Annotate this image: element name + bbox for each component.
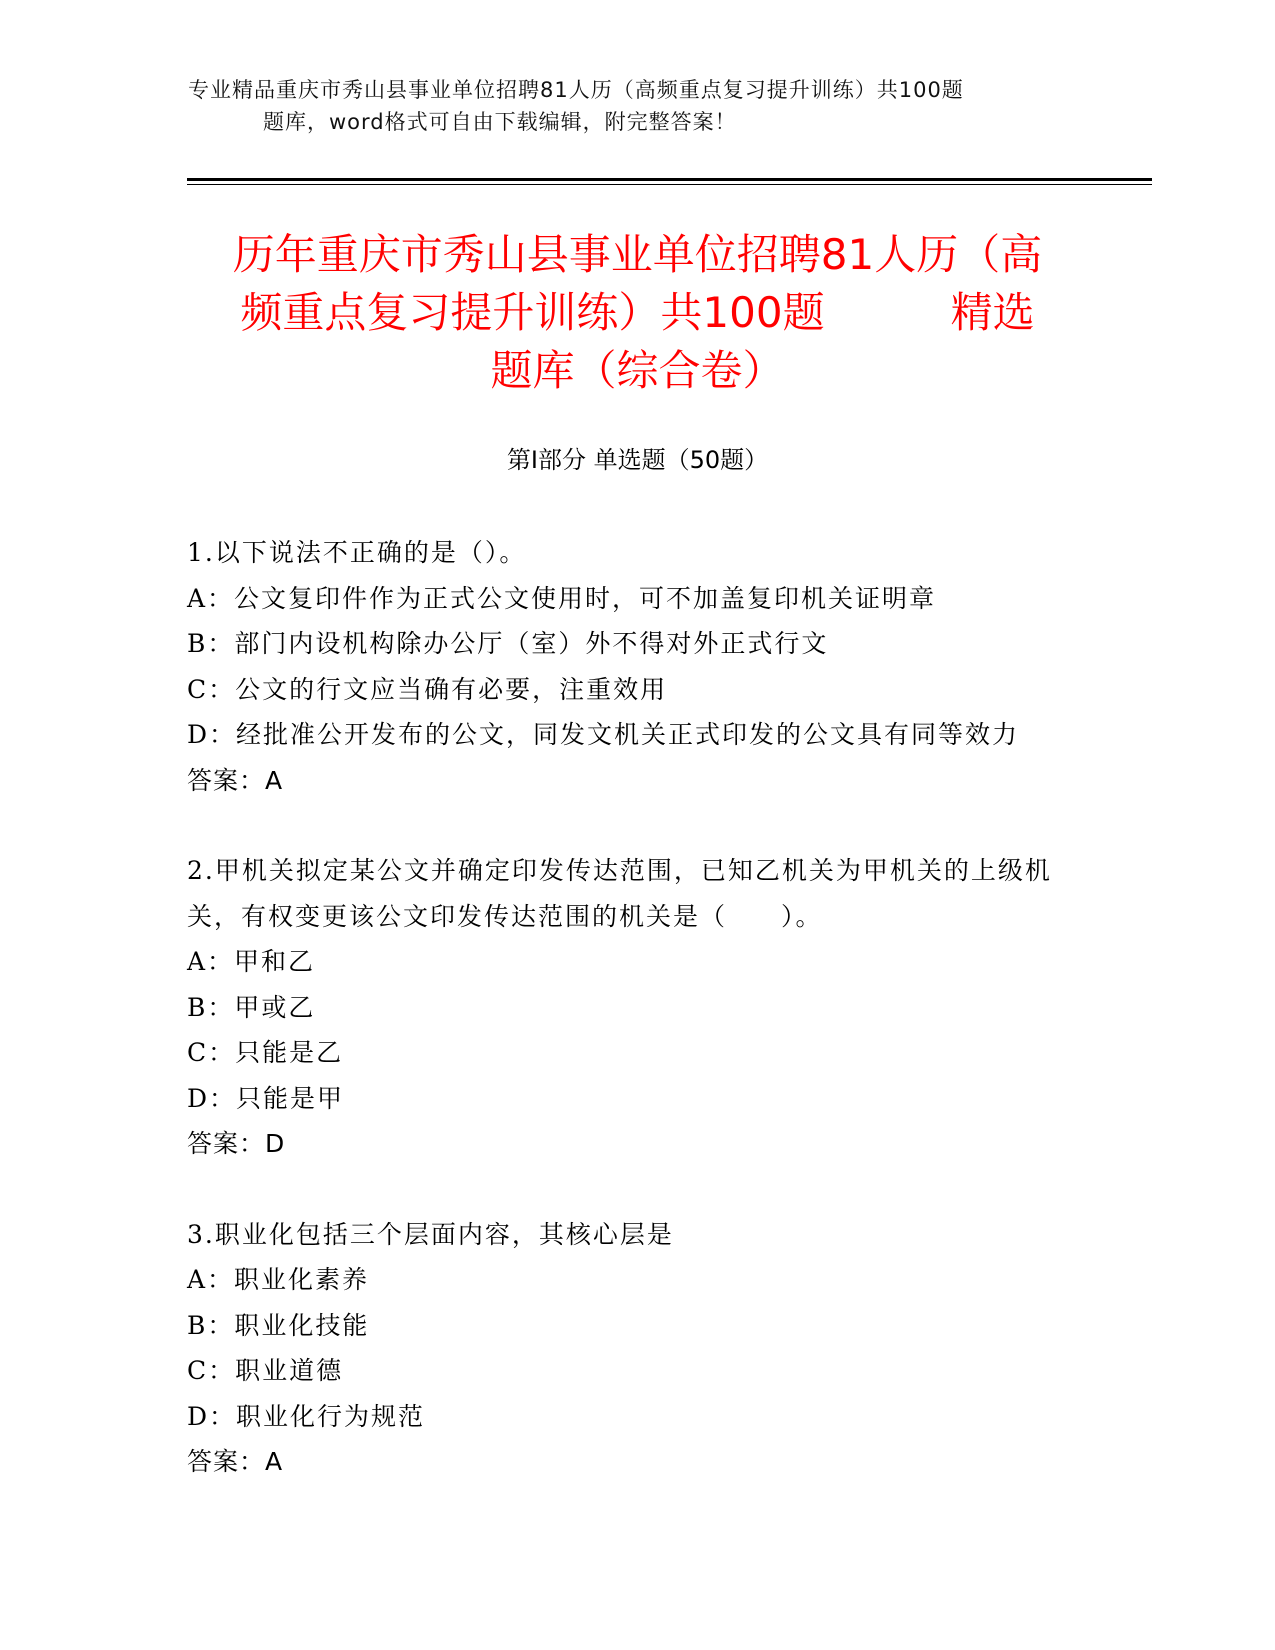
option-c: C：职业道德 [187,1356,344,1385]
option-c: C：只能是乙 [187,1038,344,1067]
header-rule-thick [187,178,1152,181]
option-b: B：甲或乙 [187,992,316,1022]
option-b: B：部门内设机构除办公厅（室）外不得对外正式行文 [187,629,829,658]
question-1 [187,530,1087,803]
question-list [187,530,1087,1530]
title-line-2: 频重点复习提升训练）共100题 精选 [240,288,1035,337]
question-stem: 2.甲机关拟定某公文并确定印发传达范围，已知乙机关为甲机关的上级机关，有权变更该公文印发传达范围的机关是（ ）。 [187,856,1052,931]
option-d: D：只能是甲 [187,1083,345,1113]
option-c: C：公文的行文应当确有必要，注重效用 [187,674,668,704]
question-3 [187,1212,1087,1485]
title-line-3: 题库（综合卷） [490,346,785,395]
document-title [150,226,1125,400]
option-a: A：公文复印件作为正式公文使用时，可不加盖复印机关证明章 [187,583,937,613]
header-rule-thin [187,184,1152,185]
header-text-line-1: 专业精品重庆市秀山县事业单位招聘81人历（高频重点复习提升训练）共100题 [188,78,964,102]
answer: 答案：A [187,1447,284,1476]
option-a: A：职业化素养 [187,1265,370,1294]
option-a: A：甲和乙 [187,947,316,976]
section-title: 第Ⅰ部分 单选题（50题） [506,446,769,474]
answer: 答案：D [187,1129,286,1158]
header-text-line-2: 题库，word格式可自由下载编辑，附完整答案！ [263,110,737,134]
question-stem: 1.以下说法不正确的是（）。 [187,538,527,567]
option-d: D：经批准公开发布的公文，同发文机关正式印发的公文具有同等效力 [187,720,1020,749]
option-b: B：职业化技能 [187,1310,370,1340]
option-d: D：职业化行为规范 [187,1401,426,1431]
title-line-1: 历年重庆市秀山县事业单位招聘81人历（高 [232,230,1043,279]
answer: 答案：A [187,765,284,795]
question-2 [187,848,1087,1167]
question-stem: 3.职业化包括三个层面内容，其核心层是 [187,1219,674,1249]
